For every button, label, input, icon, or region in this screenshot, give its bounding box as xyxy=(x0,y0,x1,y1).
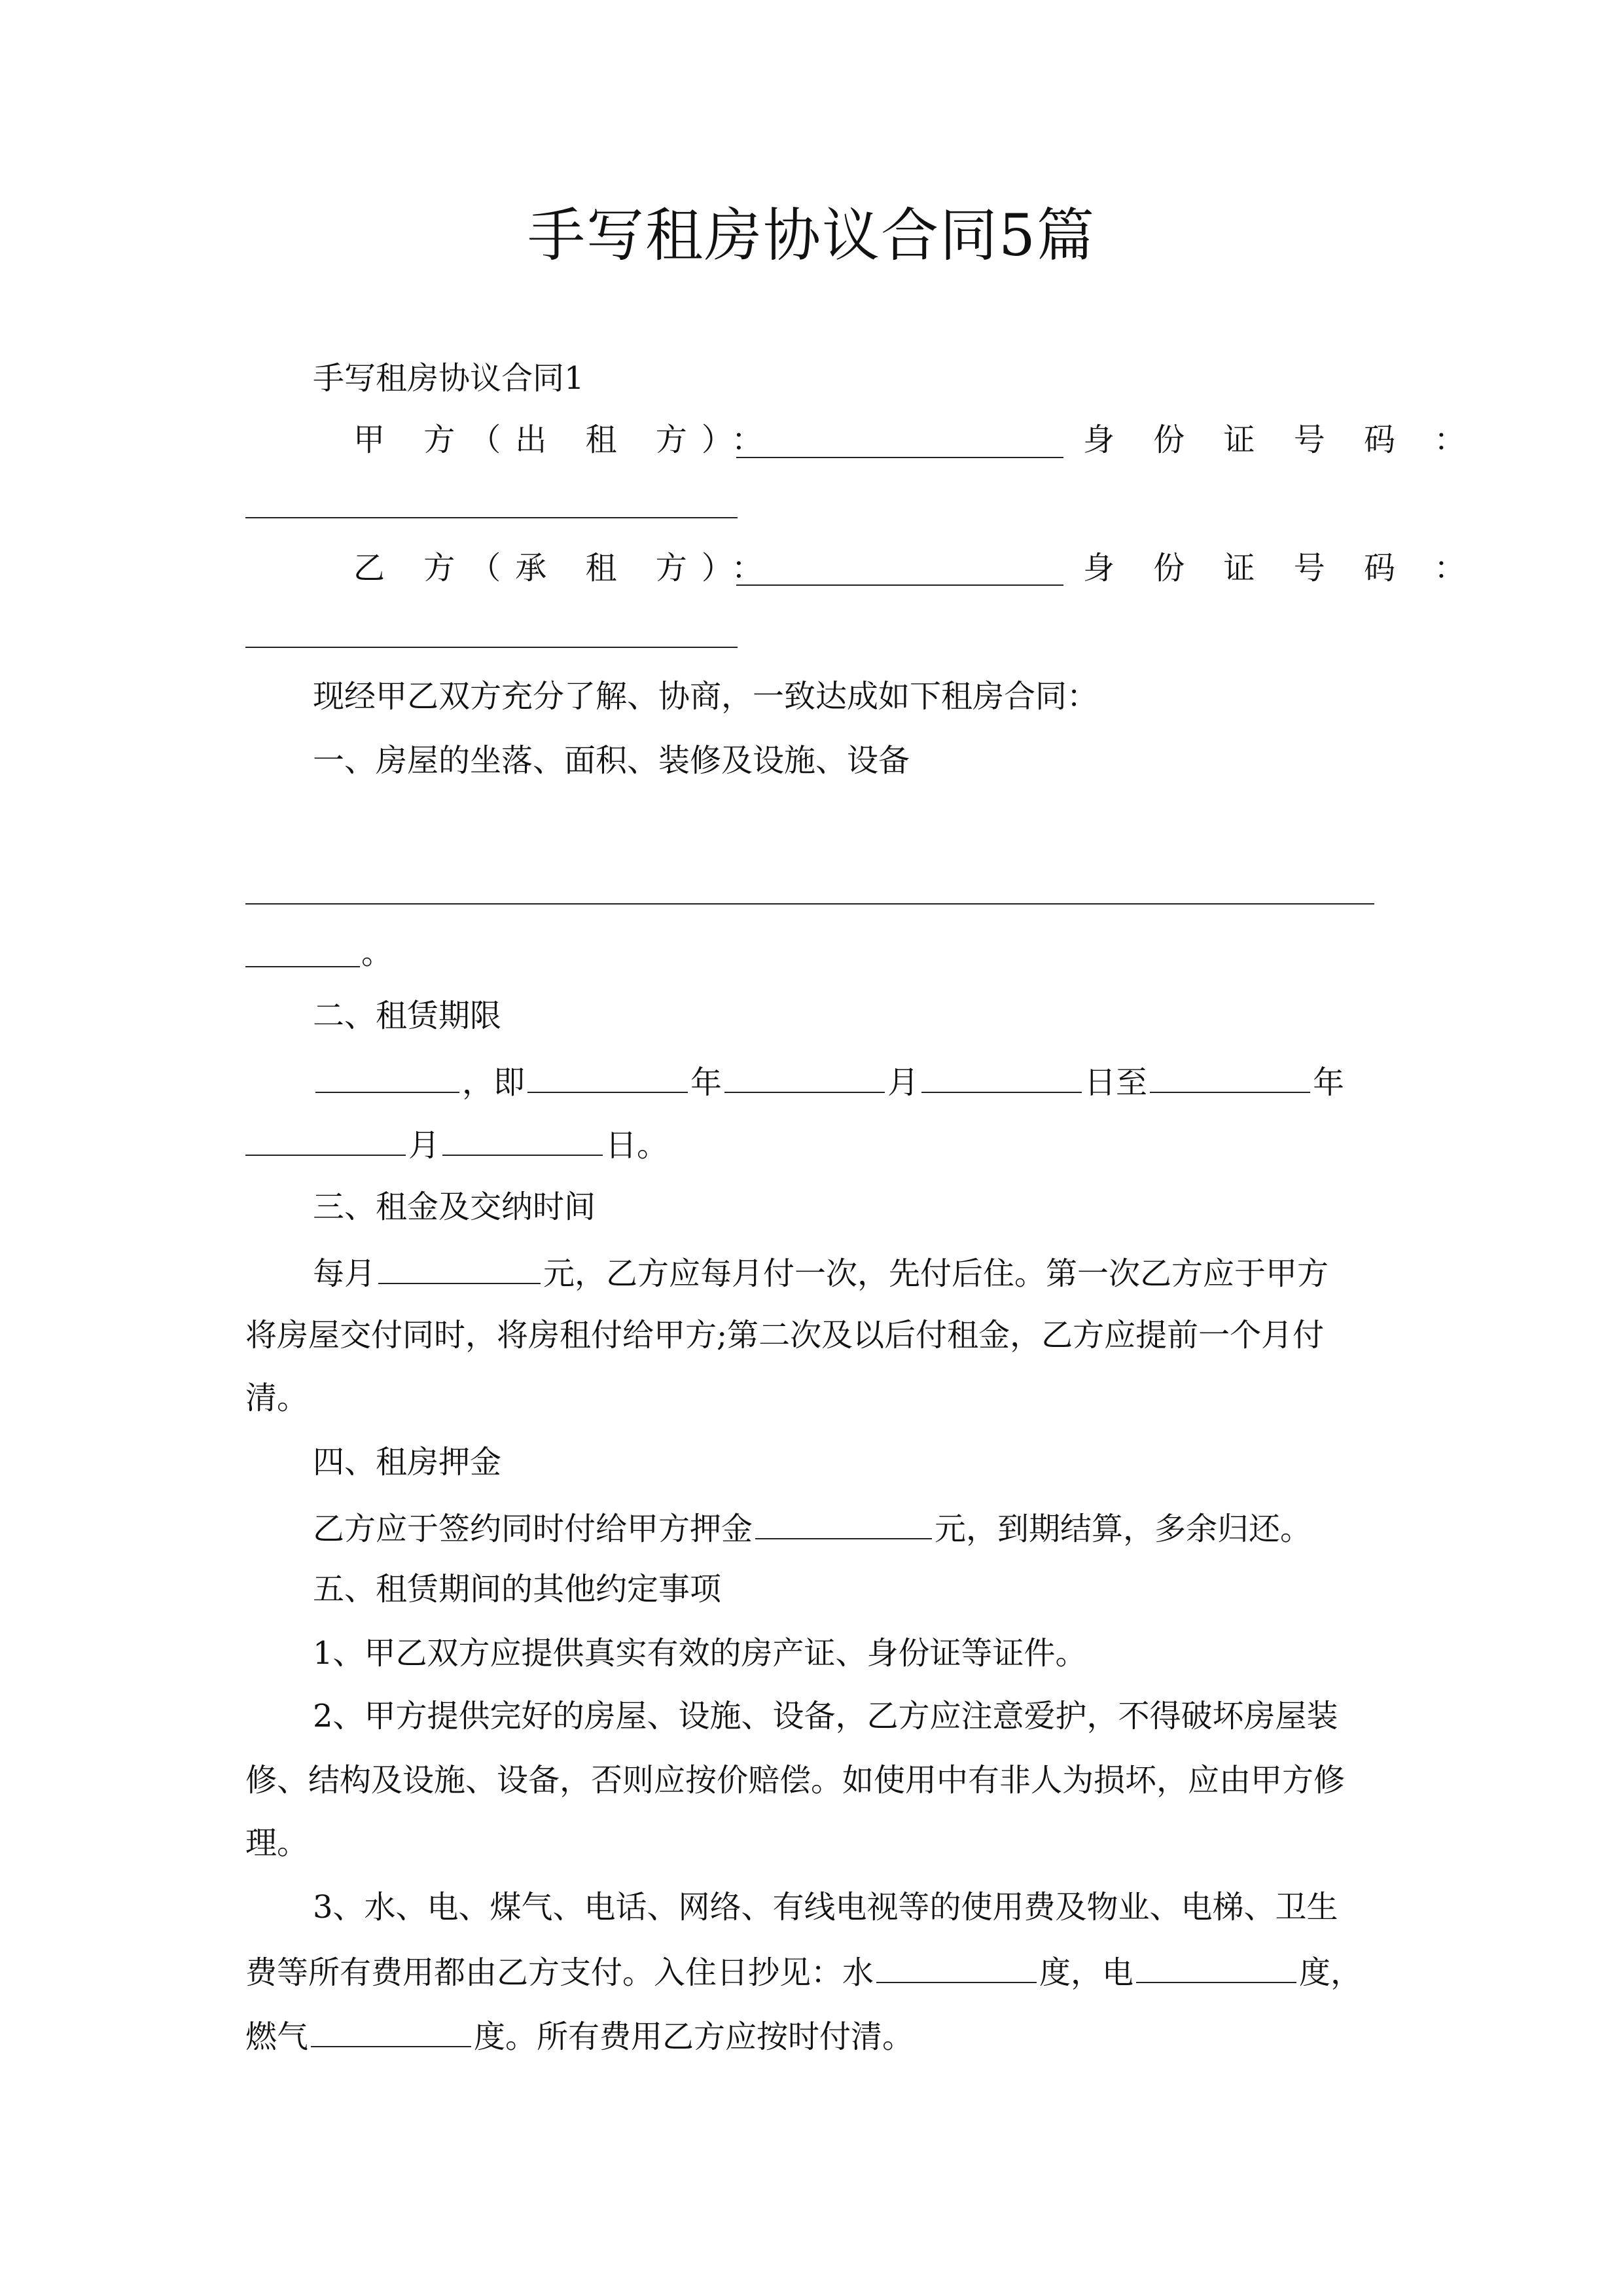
clause-2-line-2: 修、结构及设施、设备，否则应按价赔偿。如使用中有非人为损坏，应由甲方修 xyxy=(245,1762,1346,1799)
party-b-name-blank[interactable] xyxy=(736,584,1063,586)
section-1-end-mark: 。 xyxy=(361,935,393,971)
electricity-reading-blank[interactable] xyxy=(1136,1949,1296,1983)
lease-term-connector: ，即 xyxy=(462,1064,526,1101)
gas-unit-label: 度。所有费用乙方应按时付清。 xyxy=(474,2018,914,2055)
gas-label: 燃气 xyxy=(245,2018,309,2055)
party-a-id-blank[interactable] xyxy=(245,517,738,518)
section-1-blank-long[interactable] xyxy=(245,903,1374,905)
deposit-suffix: 元，到期结算，多余归还。 xyxy=(935,1511,1312,1547)
clause-2-line-3: 理。 xyxy=(245,1825,309,1861)
deposit-paragraph xyxy=(313,1505,1311,1550)
party-b-id-label: 身 份 证 号 码 ： xyxy=(1083,550,1480,586)
deposit-prefix: 乙方应于签约同时付给甲方押金 xyxy=(313,1511,753,1547)
start-day-blank[interactable] xyxy=(921,1059,1082,1093)
end-month-label: 月 xyxy=(408,1127,440,1164)
clause-2-line-1: 2、甲方提供完好的房屋、设施、设备，乙方应注意爱护，不得破坏房屋装 xyxy=(313,1698,1338,1734)
clause-3-line-3 xyxy=(245,2013,914,2058)
start-year-label: 年 xyxy=(690,1064,722,1101)
start-month-label: 月 xyxy=(887,1064,919,1101)
electricity-unit-label: 度， xyxy=(1299,1954,1363,1991)
end-year-blank[interactable] xyxy=(1150,1059,1310,1093)
contract-subtitle: 手写租房协议合同1 xyxy=(313,360,584,397)
party-a-id-label: 身 份 证 号 码 ： xyxy=(1083,422,1480,458)
party-b-id-blank[interactable] xyxy=(245,647,738,648)
start-year-blank[interactable] xyxy=(527,1059,688,1093)
party-b-label: 乙 方（承 租 方）： xyxy=(353,550,777,586)
clause-1: 1、甲乙双方应提供真实有效的房产证、身份证等证件。 xyxy=(313,1635,1087,1672)
lease-duration-blank[interactable] xyxy=(315,1059,459,1093)
section-5-heading: 五、租赁期间的其他约定事项 xyxy=(313,1571,722,1607)
document-title: 手写租房协议合同5篇 xyxy=(527,202,1096,269)
party-a-name-blank[interactable] xyxy=(736,457,1063,458)
rent-paragraph-line-2: 将房屋交付同时，将房租付给甲方;第二次及以后付租金，乙方应提前一个月付 xyxy=(245,1317,1325,1354)
water-reading-blank[interactable] xyxy=(876,1949,1037,1983)
lease-term-line-2 xyxy=(245,1122,668,1166)
start-month-blank[interactable] xyxy=(724,1059,885,1093)
deposit-amount-blank[interactable] xyxy=(755,1505,932,1539)
rent-paragraph-line-1 xyxy=(313,1250,1329,1295)
end-year-label: 年 xyxy=(1313,1064,1345,1101)
start-day-label: 日至 xyxy=(1084,1064,1148,1101)
lease-term-line-1 xyxy=(313,1059,1344,1103)
section-2-heading: 二、租赁期限 xyxy=(313,997,502,1034)
monthly-rent-blank[interactable] xyxy=(378,1250,541,1284)
clause-3-line-1: 3、水、电、煤气、电话、网络、有线电视等的使用费及物业、电梯、卫生 xyxy=(313,1889,1338,1926)
section-1-heading: 一、房屋的坐落、面积、装修及设施、设备 xyxy=(313,742,910,779)
party-a-label: 甲 方（出 租 方）： xyxy=(353,422,777,458)
intro-paragraph: 现经甲乙双方充分了解、协商，一致达成如下租房合同： xyxy=(313,678,1099,715)
rent-terms-text: 元，乙方应每月付一次，先付后住。第一次乙方应于甲方 xyxy=(543,1255,1329,1292)
end-month-blank[interactable] xyxy=(245,1122,406,1156)
meter-reading-prefix: 费等所有费用都由乙方支付。入住日抄见：水 xyxy=(245,1954,874,1991)
rent-paragraph-line-3: 清。 xyxy=(245,1380,309,1416)
section-3-heading: 三、租金及交纳时间 xyxy=(313,1189,596,1225)
gas-reading-blank[interactable] xyxy=(311,2013,471,2047)
section-1-blank-short[interactable] xyxy=(245,966,360,967)
section-4-heading: 四、租房押金 xyxy=(313,1444,502,1480)
rent-prefix: 每月 xyxy=(313,1255,376,1292)
clause-3-line-2 xyxy=(245,1949,1362,1994)
end-day-label: 日。 xyxy=(605,1127,669,1164)
water-unit-label: 度，电 xyxy=(1039,1954,1134,1991)
end-day-blank[interactable] xyxy=(442,1122,603,1156)
